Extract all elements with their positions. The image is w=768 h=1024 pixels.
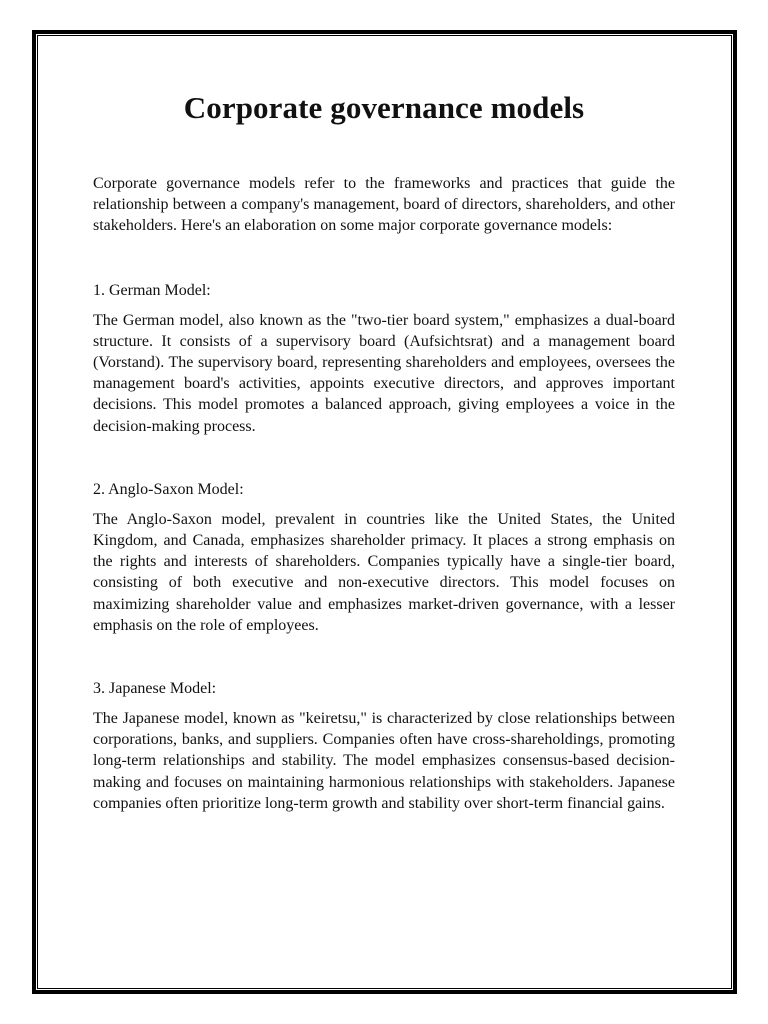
section-heading: 1. German Model: [93,281,211,299]
document-title: Corporate governance models [183,90,585,125]
section-german-model [93,280,675,437]
section-heading: 2. Anglo-Saxon Model: [93,480,244,498]
section-body: The Anglo-Saxon model, prevalent in countries like the United States, the United Kingdom, and Canada, emphasizes shareholder primacy. It places a strong emphasis on the rights and interests of shareholders. Companies typically have a single-tier board, consisting of both executive and non-executive directors. This model focuses on maximizing shareholder value and emphasizes market-driven governance, with a lesser emphasis on the role of employees. [93,510,675,634]
section-anglo-saxon-model [93,479,675,636]
section-heading: 3. Japanese Model: [93,680,217,698]
document-content [93,86,675,856]
section-body: The Japanese model, known as "keiretsu," is characterized by close relationships between corporations, banks, and suppliers. Companies often have cross-shareholdings, promoting long-term relationships and stability. The model emphasizes consensus-based decision-making and focuses on maintaining harmonious relationships with stakeholders. Japanese companies often prioritize long-term growth and stability over short-term financial gains. [93,710,675,812]
section-japanese-model [93,678,675,814]
intro-paragraph: Corporate governance models refer to the frameworks and practices that guide the relationship between a company's management, board of directors, shareholders, and other stakeholders. Here's an elaboration on some major corporate governance models: [93,175,675,235]
section-body: The German model, also known as the "two-tier board system," emphasizes a dual-board structure. It consists of a supervisory board (Aufsichtsrat) and a management board (Vorstand). The supervisory board, representing shareholders and employees, oversees the management board's activities, appoints executive directors, and approves important decisions. This model promotes a balanced approach, giving employees a voice in the decision-making process. [93,311,675,435]
